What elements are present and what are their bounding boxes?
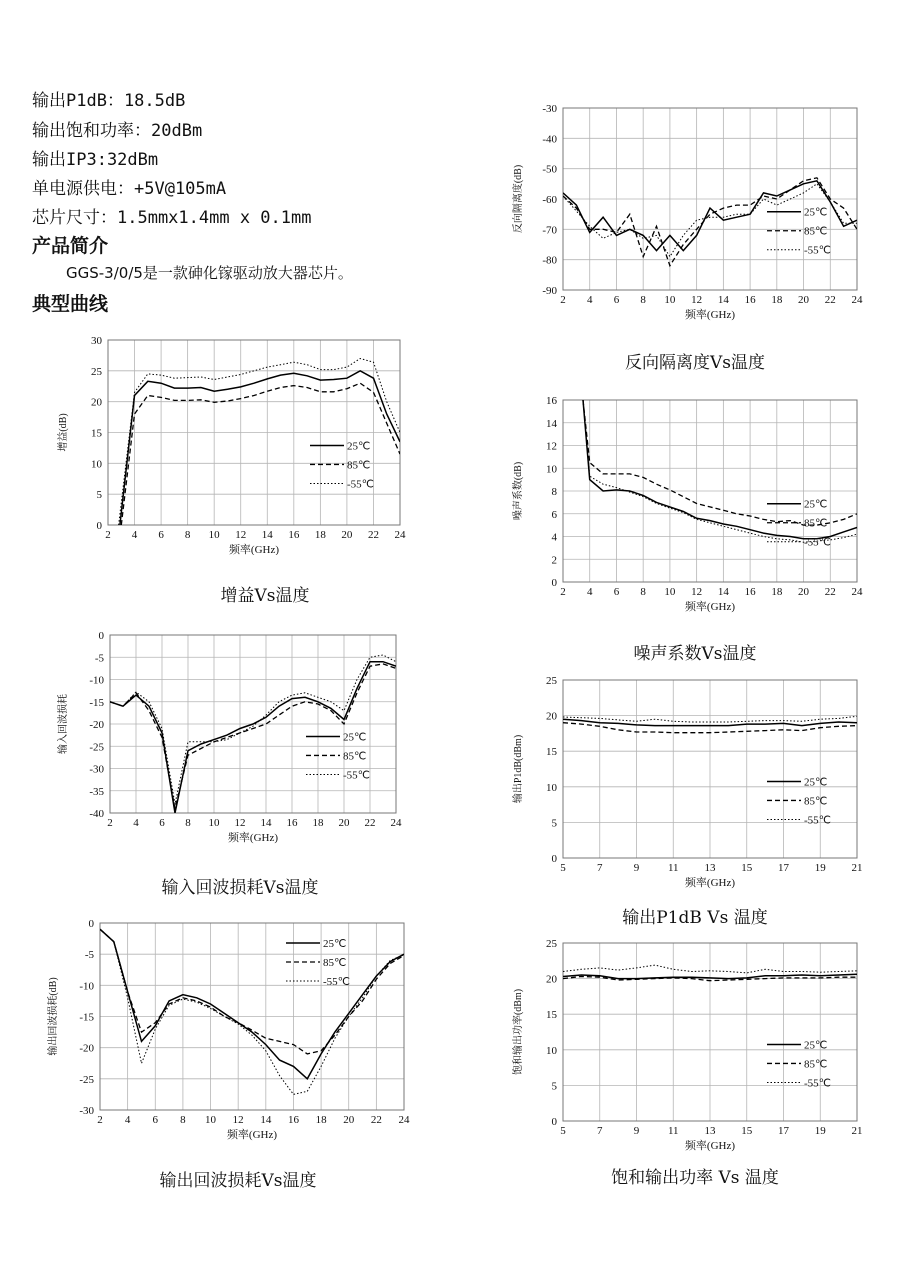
chart-saturated_output_power-x-tick-label: 15 [741, 1125, 753, 1137]
chart-gain-y-tick-label: 15 [91, 427, 102, 440]
chart-gain-x-tick-label: 4 [131, 529, 138, 541]
chart-noise_figure-x-tick-label: 16 [744, 586, 756, 598]
chart-gain-y-tick-label: 20 [91, 396, 102, 409]
chart-output_return_loss-x-tick-label: 20 [343, 1114, 355, 1126]
chart-noise_figure-legend-label-2: -55℃ [804, 536, 832, 549]
chart-reverse_isolation-y-tick-label: -40 [542, 133, 557, 146]
chart-saturated_output_power-legend-label-0: 25℃ [804, 1039, 828, 1052]
chart-output_p1db-y-tick-label: 15 [546, 746, 557, 759]
chart-output_p1db-x-tick-label: 5 [560, 862, 566, 874]
chart-output_p1db-legend-label-2: -55℃ [804, 814, 832, 827]
chart-input_return_loss-y-tick-label: -35 [89, 785, 104, 798]
chart-reverse_isolation-legend-label-2: -55℃ [804, 244, 832, 257]
chart-output_return_loss-y-tick-label: -15 [79, 1011, 94, 1024]
chart-reverse_isolation-x-tick-label: 16 [744, 294, 756, 306]
chart-input_return_loss-legend-label-1: 85℃ [343, 750, 367, 763]
chart-saturated_output_power-legend-label-1: 85℃ [804, 1058, 828, 1071]
chart-gain-y-tick-label: 0 [96, 520, 102, 532]
chart-reverse_isolation-x-tick-label: 22 [824, 294, 836, 306]
chart-saturated_output_power-x-axis-label: 频率(GHz) [684, 1140, 736, 1152]
chart-gain-x-tick-label: 10 [208, 529, 220, 541]
chart-noise_figure-y-tick-label: 10 [546, 463, 557, 476]
chart-reverse_isolation-x-tick-label: 8 [640, 294, 646, 306]
chart-saturated_output_power-y-tick-label: 5 [551, 1080, 557, 1093]
chart-reverse_isolation-legend-label-1: 85℃ [804, 225, 828, 238]
chart-noise_figure-x-tick-label: 6 [613, 586, 620, 598]
chart-output_return_loss-x-axis-label: 频率(GHz) [226, 1129, 278, 1141]
chart-input_return_loss-y-tick-label: -15 [89, 696, 104, 709]
chart-input_return_loss-x-tick-label: 22 [364, 817, 376, 829]
chart-gain-legend-label-1: 85℃ [347, 459, 371, 472]
chart-output_p1db-x-tick-label: 19 [814, 862, 826, 874]
chart-input_return_loss-x-tick-label: 14 [260, 817, 272, 829]
chart-gain-x-tick-label: 18 [314, 529, 326, 541]
chart-input_return_loss-y-tick-label: -30 [89, 763, 104, 776]
output-p1db-caption: 输出P1dB Vs 温度 [622, 908, 768, 928]
chart-output_return_loss-y-tick-label: -25 [79, 1073, 94, 1086]
chart-input_return_loss-x-tick-label: 18 [312, 817, 324, 829]
chart-output_p1db-y-tick-label: 5 [551, 817, 557, 830]
chart-input_return_loss-x-tick-label: 8 [185, 817, 191, 829]
spec-line-3: 输出IP3:32dBm [32, 150, 159, 170]
saturated-output-power-caption: 饱和输出功率 Vs 温度 [611, 1168, 779, 1188]
chart-reverse_isolation-y-tick-label: -50 [542, 163, 557, 176]
chart-saturated_output_power-x-tick-label: 21 [851, 1125, 863, 1137]
chart-noise_figure-x-tick-label: 12 [691, 586, 703, 598]
noise-figure-caption: 噪声系数Vs温度 [633, 644, 757, 664]
chart-output_return_loss-y-tick-label: -30 [79, 1105, 94, 1117]
chart-output_p1db-legend-label-0: 25℃ [804, 776, 828, 789]
chart-noise_figure-legend-label-0: 25℃ [804, 498, 828, 511]
chart-input_return_loss-y-tick-label: -5 [94, 652, 104, 665]
chart-output_p1db-x-tick-label: 17 [778, 862, 789, 874]
chart-gain-y-tick-label: 30 [91, 335, 102, 347]
chart-reverse_isolation-legend-label-0: 25℃ [804, 206, 828, 219]
chart-noise_figure-y-tick-label: 14 [546, 417, 557, 430]
chart-gain-x-tick-label: 22 [367, 529, 379, 541]
chart-saturated_output_power-y-axis-label: 饱和输出功率(dBm) [513, 988, 524, 1076]
chart-saturated_output_power-y-tick-label: 0 [551, 1116, 557, 1128]
chart-saturated_output_power-legend-label-2: -55℃ [804, 1077, 832, 1090]
input-return-loss-chart [50, 625, 410, 860]
chart-output_p1db-y-tick-label: 10 [546, 781, 557, 794]
spec-line-1: 输出P1dB：18.5dB [32, 91, 186, 111]
chart-noise_figure-legend-label-1: 85℃ [804, 517, 828, 530]
chart-input_return_loss-y-axis-label: 输入回波损耗 [58, 694, 69, 754]
chart-noise_figure-x-tick-label: 2 [560, 586, 566, 598]
chart-reverse_isolation-y-tick-label: -70 [542, 224, 557, 237]
chart-output_return_loss-y-tick-label: 0 [88, 918, 94, 930]
chart-saturated_output_power-y-tick-label: 20 [546, 973, 557, 986]
chart-output_return_loss-legend-label-2: -55℃ [323, 976, 351, 988]
chart-output_p1db-x-tick-label: 13 [704, 862, 716, 874]
chart-noise_figure-y-tick-label: 2 [551, 554, 557, 567]
chart-output_p1db-y-tick-label: 20 [546, 710, 557, 723]
chart-output_return_loss-x-tick-label: 4 [124, 1114, 131, 1126]
chart-gain-legend-label-0: 25℃ [347, 440, 371, 453]
chart-reverse_isolation-y-tick-label: -60 [542, 194, 557, 206]
chart-gain-legend-label-2: -55℃ [347, 478, 375, 491]
chart-output_return_loss-y-axis-label: 输出回波损耗(dB) [48, 977, 59, 1056]
output-p1db-chart [505, 670, 865, 900]
chart-reverse_isolation-x-tick-label: 10 [664, 294, 676, 306]
chart-noise_figure-x-tick-label: 20 [798, 586, 810, 598]
chart-reverse_isolation-x-tick-label: 12 [691, 294, 703, 306]
chart-output_p1db-y-axis-label: 输出P1dB(dBm) [513, 734, 524, 804]
reverse-isolation-chart [505, 98, 865, 338]
chart-output_p1db-x-tick-label: 7 [597, 862, 603, 874]
product-intro: GGS-3/0/5是一款砷化镓驱动放大器芯片。 [66, 264, 353, 282]
saturated-output-power-chart [505, 935, 865, 1165]
chart-output_p1db-y-tick-label: 0 [551, 853, 557, 865]
chart-saturated_output_power-x-tick-label: 13 [704, 1125, 716, 1137]
gain-caption: 增益Vs温度 [220, 586, 310, 606]
noise-figure-chart [505, 390, 865, 625]
chart-reverse_isolation-y-tick-label: -80 [542, 254, 557, 267]
chart-output_return_loss-legend-label-1: 85℃ [323, 957, 347, 969]
chart-reverse_isolation-y-axis-label: 反向隔离度(dB) [513, 164, 524, 234]
spec-line-5: 芯片尺寸：1.5mmx1.4mm x 0.1mm [32, 208, 312, 228]
chart-output_p1db-x-tick-label: 11 [667, 862, 679, 874]
chart-input_return_loss-x-tick-label: 16 [286, 817, 298, 829]
product-heading: 产品简介 [32, 235, 109, 257]
spec-line-2: 输出饱和功率：20dBm [32, 121, 203, 141]
chart-gain-x-tick-label: 2 [105, 529, 111, 541]
chart-reverse_isolation-y-tick-label: -90 [542, 285, 557, 297]
chart-noise_figure-y-tick-label: 0 [551, 577, 557, 589]
input-return-loss-caption: 输入回波损耗Vs温度 [161, 878, 319, 898]
chart-output_return_loss-x-tick-label: 18 [315, 1114, 327, 1126]
chart-input_return_loss-x-axis-label: 频率(GHz) [227, 832, 279, 844]
chart-gain-x-axis-label: 频率(GHz) [228, 544, 280, 555]
chart-noise_figure-y-tick-label: 12 [546, 440, 557, 453]
chart-output_return_loss-legend-label-0: 25℃ [323, 938, 347, 950]
chart-input_return_loss-x-tick-label: 6 [159, 817, 165, 829]
chart-output_return_loss-x-tick-label: 14 [260, 1114, 272, 1126]
chart-saturated_output_power-x-tick-label: 9 [633, 1125, 640, 1137]
chart-reverse_isolation-x-tick-label: 4 [586, 294, 593, 306]
chart-gain-x-tick-label: 24 [394, 529, 406, 541]
chart-saturated_output_power-y-tick-label: 15 [546, 1009, 557, 1022]
chart-reverse_isolation-x-tick-label: 14 [717, 294, 729, 306]
chart-gain-series-1-line [121, 383, 400, 525]
chart-noise_figure-y-tick-label: 16 [546, 395, 557, 407]
spec-line-4: 单电源供电：+5V@105mA [32, 179, 227, 199]
chart-input_return_loss-y-tick-label: -10 [89, 674, 104, 687]
chart-input_return_loss-x-tick-label: 4 [133, 817, 139, 829]
chart-output_return_loss-y-tick-label: -10 [79, 980, 94, 993]
chart-noise_figure-y-axis-label: 噪声系数(dB) [513, 461, 524, 521]
chart-output_return_loss-x-tick-label: 12 [232, 1114, 244, 1126]
chart-output_return_loss-y-tick-label: -5 [84, 949, 94, 962]
curves-heading: 典型曲线 [32, 293, 109, 315]
chart-reverse_isolation-x-tick-label: 6 [613, 294, 620, 306]
gain-chart [50, 330, 410, 555]
chart-saturated_output_power-x-tick-label: 7 [597, 1125, 603, 1137]
chart-output_return_loss-series-0-line [100, 929, 404, 1079]
chart-reverse_isolation-x-tick-label: 24 [851, 294, 863, 306]
chart-output_return_loss-x-tick-label: 22 [370, 1114, 382, 1126]
chart-reverse_isolation-y-tick-label: -30 [542, 103, 557, 115]
chart-noise_figure-y-tick-label: 8 [551, 486, 557, 498]
chart-output_return_loss-x-tick-label: 8 [180, 1114, 186, 1126]
chart-reverse_isolation-x-tick-label: 2 [560, 294, 566, 306]
chart-saturated_output_power-x-tick-label: 19 [814, 1125, 826, 1137]
chart-input_return_loss-x-tick-label: 12 [234, 817, 246, 829]
chart-gain-x-tick-label: 20 [341, 529, 353, 541]
chart-noise_figure-x-tick-label: 4 [586, 586, 593, 598]
chart-noise_figure-x-axis-label: 频率(GHz) [684, 601, 736, 613]
output-return-loss-chart [40, 915, 410, 1160]
chart-saturated_output_power-y-tick-label: 25 [546, 938, 557, 950]
reverse-isolation-caption: 反向隔离度Vs温度 [624, 353, 765, 373]
chart-input_return_loss-x-tick-label: 10 [208, 817, 220, 829]
chart-gain-y-tick-label: 5 [96, 489, 102, 502]
chart-gain-y-tick-label: 25 [91, 365, 102, 378]
chart-noise_figure-y-tick-label: 4 [551, 531, 557, 544]
chart-gain-x-tick-label: 14 [261, 529, 273, 541]
chart-output_return_loss-x-tick-label: 6 [152, 1114, 159, 1126]
chart-output_p1db-x-tick-label: 15 [741, 862, 753, 874]
chart-output_p1db-y-tick-label: 25 [546, 675, 557, 687]
chart-output_p1db-x-axis-label: 频率(GHz) [684, 877, 736, 889]
chart-output_return_loss-x-tick-label: 2 [97, 1114, 103, 1126]
output-return-loss-caption: 输出回波损耗Vs温度 [159, 1171, 317, 1191]
chart-gain-y-tick-label: 10 [91, 458, 102, 471]
chart-noise_figure-x-tick-label: 10 [664, 586, 676, 598]
chart-input_return_loss-y-tick-label: -20 [89, 719, 104, 731]
chart-input_return_loss-x-tick-label: 24 [390, 817, 402, 829]
chart-input_return_loss-y-tick-label: -40 [89, 808, 104, 820]
chart-saturated_output_power-x-tick-label: 11 [667, 1125, 679, 1137]
chart-input_return_loss-x-tick-label: 20 [338, 817, 350, 829]
chart-input_return_loss-series-2-line [110, 655, 396, 804]
chart-saturated_output_power-x-tick-label: 17 [778, 1125, 789, 1137]
chart-noise_figure-x-tick-label: 24 [851, 586, 863, 598]
chart-saturated_output_power-y-tick-label: 10 [546, 1044, 557, 1057]
chart-output_return_loss-x-tick-label: 24 [398, 1114, 410, 1126]
chart-input_return_loss-x-tick-label: 2 [107, 817, 113, 829]
chart-reverse_isolation-x-axis-label: 频率(GHz) [684, 309, 736, 321]
chart-output_p1db-x-tick-label: 9 [633, 862, 640, 874]
chart-noise_figure-y-tick-label: 6 [551, 508, 557, 521]
chart-saturated_output_power-x-tick-label: 5 [560, 1125, 566, 1137]
chart-output_return_loss-x-tick-label: 16 [287, 1114, 299, 1126]
chart-output_p1db-legend-label-1: 85℃ [804, 795, 828, 808]
chart-output_return_loss-y-tick-label: -20 [79, 1042, 94, 1055]
chart-gain-x-tick-label: 16 [288, 529, 300, 541]
chart-input_return_loss-y-tick-label: -25 [89, 741, 104, 754]
chart-gain-x-tick-label: 8 [184, 529, 191, 541]
chart-gain-x-tick-label: 12 [235, 529, 247, 541]
chart-gain-x-tick-label: 6 [158, 529, 164, 541]
chart-noise_figure-x-tick-label: 14 [717, 586, 729, 598]
chart-gain-y-axis-label: 增益(dB) [58, 413, 69, 452]
chart-noise_figure-x-tick-label: 8 [640, 586, 646, 598]
chart-reverse_isolation-x-tick-label: 18 [771, 294, 783, 306]
chart-input_return_loss-legend-label-2: -55℃ [343, 769, 371, 782]
chart-reverse_isolation-x-tick-label: 20 [798, 294, 810, 306]
chart-input_return_loss-legend-label-0: 25℃ [343, 731, 367, 744]
chart-output_return_loss-x-tick-label: 10 [205, 1114, 217, 1126]
chart-noise_figure-x-tick-label: 22 [824, 586, 836, 598]
chart-noise_figure-x-tick-label: 18 [771, 586, 783, 598]
chart-output_p1db-x-tick-label: 21 [851, 862, 863, 874]
chart-input_return_loss-y-tick-label: 0 [98, 630, 104, 642]
